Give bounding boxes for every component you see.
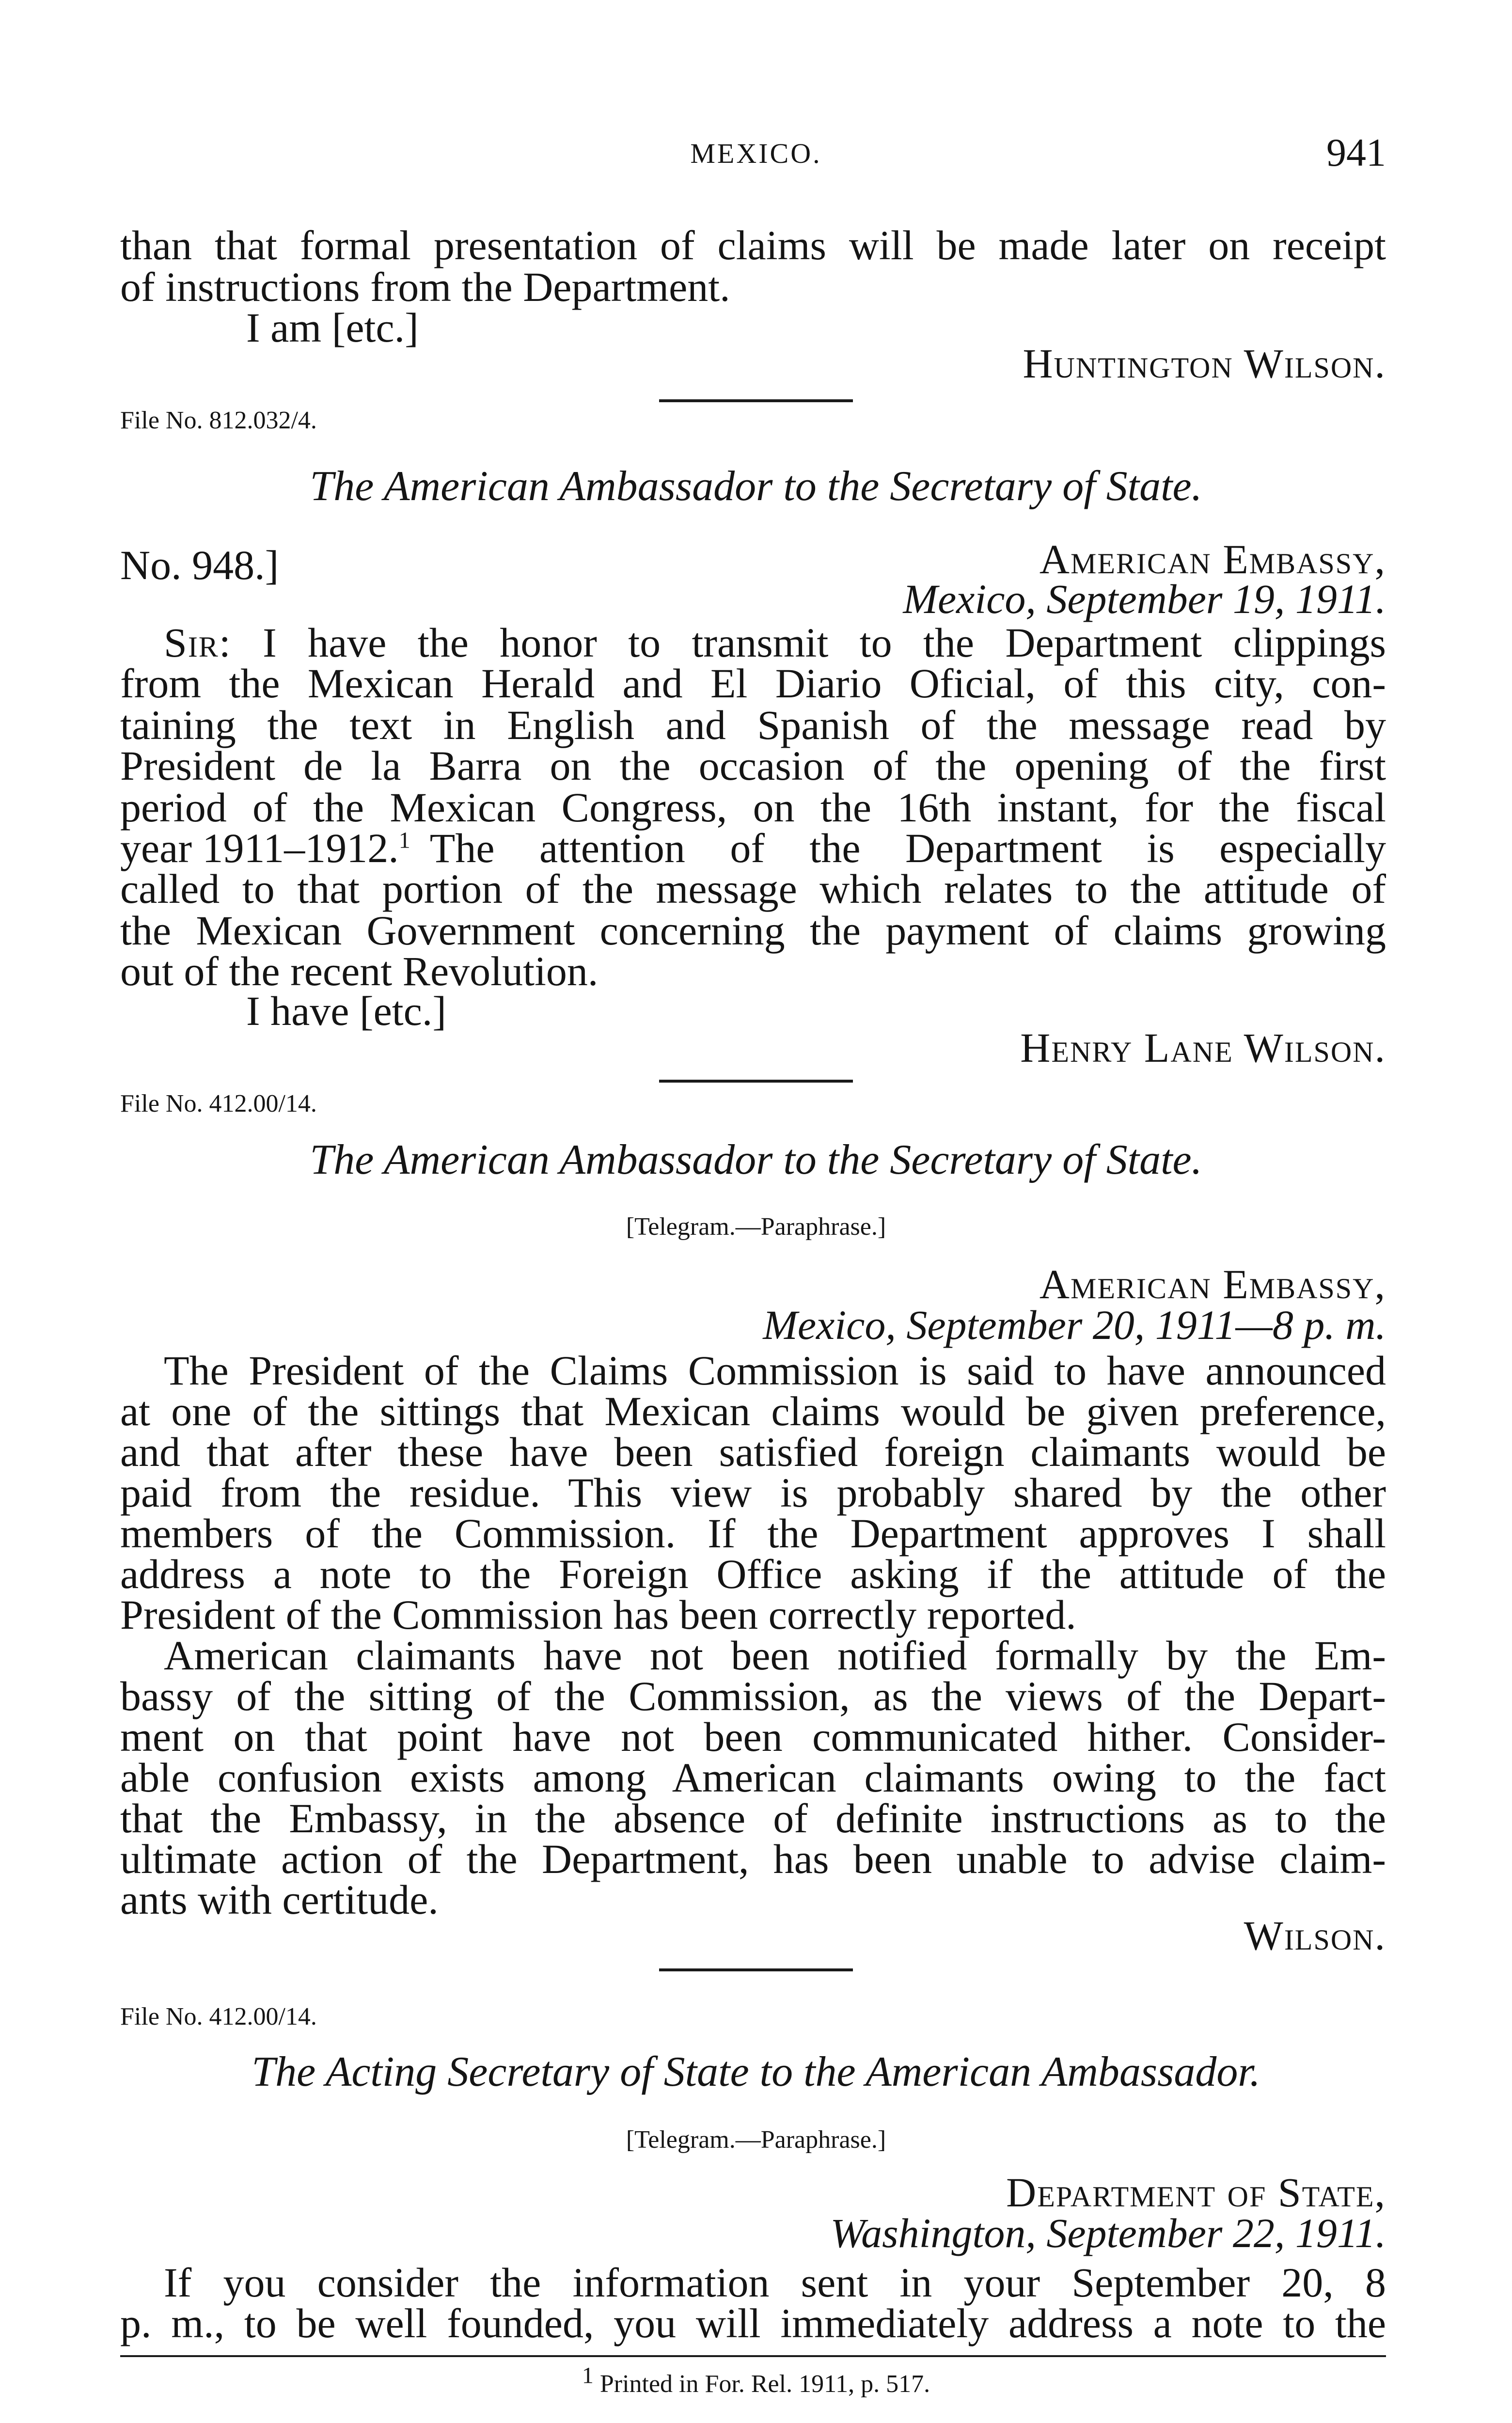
- page-number: 941: [1326, 130, 1386, 174]
- place-line: Department of State,: [1006, 2169, 1386, 2216]
- body-line: p. m., to be well founded, you will immediately address a note to the: [120, 2300, 1386, 2346]
- body-line: address a note to the Foreign Office asking if the attitude of the: [120, 1551, 1386, 1597]
- body-line: able confusion exists among American claimants owing to the fact: [120, 1754, 1386, 1801]
- body-line: period of the Mexican Congress, on the 16th instant, for the fiscal: [120, 784, 1386, 831]
- body-line-text: I have the honor to transmit to the Department clippings: [263, 619, 1386, 666]
- closing-line: I have [etc.]: [246, 988, 446, 1034]
- body-line: paid from the residue. This view is probably shared by the other: [120, 1469, 1386, 1516]
- closing-line: I am [etc.]: [246, 304, 419, 351]
- body-line: taining the text in English and Spanish of the message read by: [120, 702, 1386, 748]
- file-number: File No. 412.00/14.: [120, 1090, 317, 1117]
- body-text-with-ref: year 1911–1912.$^1$: [120, 825, 410, 871]
- body-line: American claimants have not been notified formally by the Em-: [164, 1632, 1386, 1679]
- body-line: members of the Commission. If the Department approves I shall: [120, 1510, 1386, 1557]
- body-line: at one of the sittings that Mexican claims would be given preference,: [120, 1388, 1386, 1434]
- body-line: the Mexican Government concerning the payment of claims growing: [120, 907, 1386, 954]
- body-line: that the Embassy, in the absence of definite instructions as to the: [120, 1795, 1386, 1841]
- section-divider: [659, 399, 853, 402]
- body-line: ants with certitude.: [120, 1876, 439, 1923]
- dateline: Washington, September 22, 1911.: [830, 2210, 1386, 2256]
- footnote: [0, 2362, 1512, 2399]
- body-line: ultimate action of the Department, has been unable to advise claim-: [120, 1836, 1386, 1882]
- telegram-subtitle: [Telegram.—Paraphrase.]: [626, 1213, 886, 1241]
- footnote-text: Printed in For. Rel. 1911, p. 517.: [599, 2370, 930, 2398]
- body-line: from the Mexican Herald and El Diario Oficial, of this city, con-: [120, 660, 1386, 707]
- body-line: and that after these have been satisfied foreign claimants would be: [120, 1429, 1386, 1475]
- document-title: The American Ambassador to the Secretary of State.: [310, 1136, 1202, 1183]
- body-line: The President of the Claims Commission is said to have announced: [164, 1347, 1386, 1394]
- body-line: than that formal presentation of claims will be made later on receipt: [120, 222, 1386, 268]
- body-line: of instructions from the Department.: [120, 264, 730, 310]
- dateline: Mexico, September 20, 1911—8 p. m.: [763, 1302, 1386, 1348]
- telegram-subtitle: [Telegram.—Paraphrase.]: [626, 2126, 886, 2154]
- footnote-reference: 1: [398, 827, 410, 853]
- place-line: American Embassy,: [1039, 1261, 1386, 1307]
- signature: Henry Lane Wilson.: [1020, 1024, 1386, 1071]
- body-line: If you consider the information sent in your September 20, 8: [164, 2259, 1386, 2306]
- section-divider: [659, 1968, 853, 1971]
- running-header: MEXICO.: [690, 138, 822, 169]
- signature: Wilson.: [1244, 1912, 1386, 1959]
- body-line: out of the recent Revolution.: [120, 948, 598, 994]
- file-number: File No. 812.032/4.: [120, 407, 317, 434]
- body-line-with-footnote: [120, 827, 1386, 869]
- body-line: President de la Barra on the occasion of the opening of the first: [120, 742, 1386, 789]
- document-title: The American Ambassador to the Secretary of State.: [310, 463, 1202, 510]
- body-line: President of the Commission has been correctly reported.: [120, 1591, 1076, 1638]
- footnote-rule: [120, 2355, 1386, 2357]
- body-text: The attention of the Department is especially: [429, 825, 1386, 871]
- body-line: called to that portion of the message which relates to the attitude of: [120, 865, 1386, 912]
- dispatch-number: No. 948.]: [120, 542, 279, 588]
- section-divider: [659, 1080, 853, 1083]
- body-line: bassy of the sitting of the Commission, as the views of the Depart-: [120, 1673, 1386, 1719]
- salutation: Sir:: [164, 619, 232, 666]
- body-line-first: [164, 621, 1386, 664]
- place-line: American Embassy,: [1039, 536, 1386, 582]
- file-number: File No. 412.00/14.: [120, 2003, 317, 2030]
- signature: Huntington Wilson.: [1023, 340, 1386, 387]
- document-title: The Acting Secretary of State to the American Ambassador.: [252, 2048, 1260, 2095]
- footnote-marker: 1: [582, 2362, 594, 2389]
- dateline: Mexico, September 19, 1911.: [903, 576, 1386, 622]
- body-line: ment on that point have not been communicated hither. Consider-: [120, 1714, 1386, 1760]
